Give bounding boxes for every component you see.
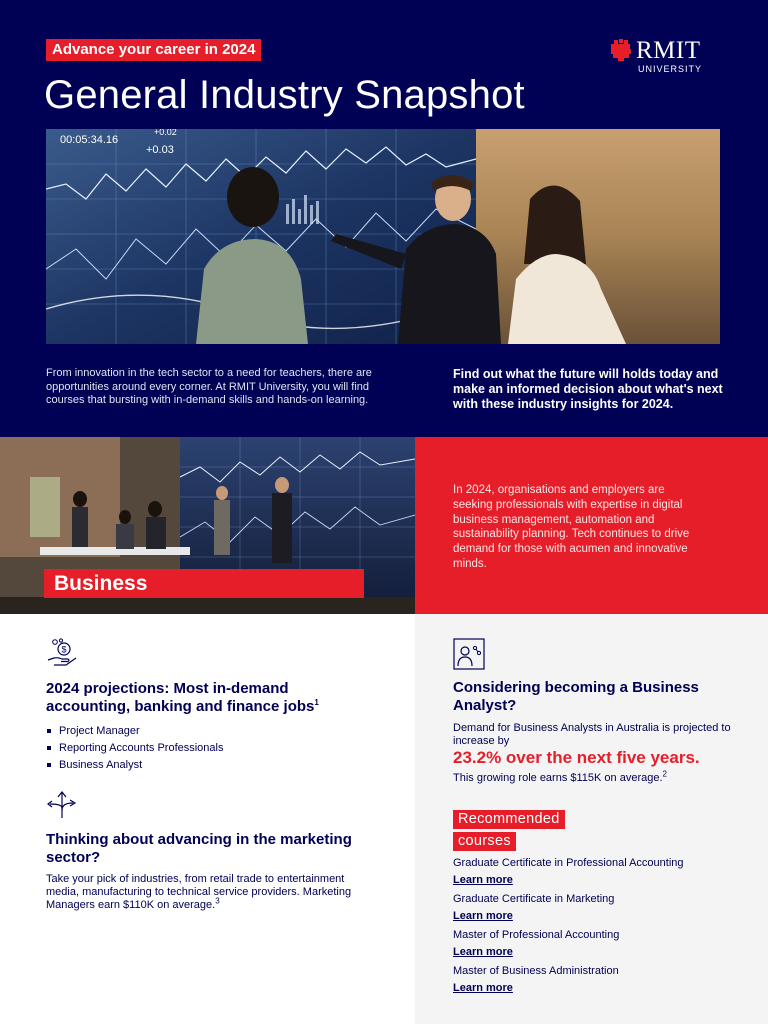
learn-more-link[interactable]: Learn more xyxy=(453,910,513,922)
page-title: General Industry Snapshot xyxy=(44,73,525,117)
analyst-body: Demand for Business Analysts in Australia is projected to increase by xyxy=(453,722,731,747)
ticker-label-2: +0.03 xyxy=(146,144,174,156)
recommended-line-2: courses xyxy=(453,832,516,851)
courses-list xyxy=(453,857,743,1001)
projections-heading: 2024 projections: Most in-demand accounting, banking and finance jobs$^1$ xyxy=(46,680,319,715)
course-name: Master of Business Administration xyxy=(453,965,619,977)
list-item xyxy=(453,857,743,888)
rmit-logo-mark-icon xyxy=(610,38,634,62)
recommended-line-1: Recommended xyxy=(453,810,565,829)
marketing-body: Take your pick of industries, from retail trade to entertainment media, manufacturing to technical service providers. Marketing Managers earn $110K on average.$^3$ xyxy=(46,873,352,911)
list-item: Project Manager xyxy=(46,723,223,740)
learn-more-link[interactable]: Learn more xyxy=(453,982,513,994)
find-out-text: Find out what the future will holds today and make an informed decision about what's next with these industry insights for 2024. xyxy=(453,367,723,411)
ticker-label-1: 00:05:34.16 xyxy=(60,134,119,146)
list-item xyxy=(453,929,743,960)
svg-text:$: $ xyxy=(61,644,67,655)
logo-subtitle: UNIVERSITY xyxy=(638,64,703,74)
recommended-heading xyxy=(453,810,585,854)
intro-text: From innovation in the tech sector to a need for teachers, there are opportunities around every corner. At RMIT University, you will find courses that bursting with in-demand skills and hands-on learning. xyxy=(46,367,372,406)
course-name: Graduate Certificate in Professional Accounting xyxy=(453,857,684,869)
analyst-earns: This growing role earns $115K on average.$^2$ xyxy=(453,769,667,784)
learn-more-link[interactable]: Learn more xyxy=(453,874,513,886)
rmit-logo xyxy=(610,38,725,78)
list-item xyxy=(453,893,743,924)
analyst-stat: 23.2% over the next five years. xyxy=(453,748,700,767)
logo-name: RMIT xyxy=(636,37,701,64)
list-item: Reporting Accounts Professionals xyxy=(46,740,223,757)
direction-arrows-icon xyxy=(46,790,78,820)
ticker-label-3: +0.02 xyxy=(154,129,177,137)
learn-more-link[interactable]: Learn more xyxy=(453,946,513,958)
list-item xyxy=(453,965,743,996)
analyst-heading: Considering becoming a Business Analyst? xyxy=(453,679,699,714)
course-name: Master of Professional Accounting xyxy=(453,929,620,941)
course-name: Graduate Certificate in Marketing xyxy=(453,893,615,905)
projections-list xyxy=(46,723,223,773)
hero-section xyxy=(0,0,768,437)
hero-photo xyxy=(46,129,720,344)
marketing-heading: Thinking about advancing in the marketing sector? xyxy=(46,831,352,866)
business-analyst-icon xyxy=(453,638,485,670)
career-tag: Advance your career in 2024 xyxy=(46,39,261,61)
list-item: Business Analyst xyxy=(46,757,223,774)
business-label: Business xyxy=(44,569,364,598)
money-hand-icon xyxy=(46,638,78,668)
business-description: In 2024, organisations and employers are seeking professionals with expertise in digital business management, automation and sustainability planning. Tech continues to drive demand for those with acumen and innovative minds. xyxy=(453,484,690,570)
